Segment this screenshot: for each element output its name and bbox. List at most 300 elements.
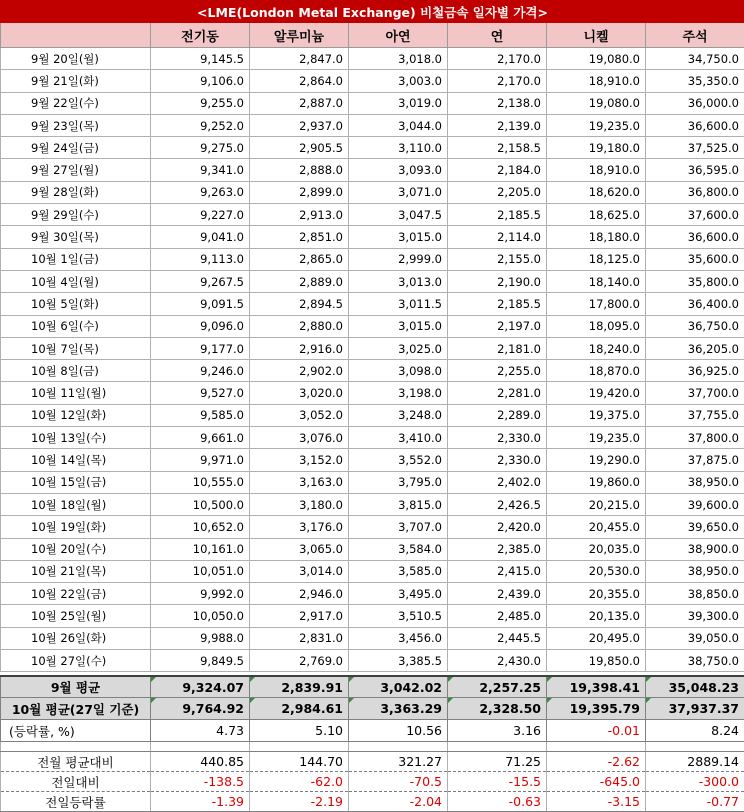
- price-cell: 2,330.0: [448, 427, 547, 449]
- price-cell: 36,800.0: [646, 181, 744, 203]
- price-cell: 2,426.5: [448, 493, 547, 515]
- price-cell: 2,445.5: [448, 627, 547, 649]
- table-row: [1, 270, 744, 292]
- price-cell: 2,415.0: [448, 560, 547, 582]
- price-cell: 2,888.0: [250, 159, 349, 181]
- table-row: [1, 92, 744, 114]
- column-header: 전기동: [151, 23, 250, 48]
- date-cell: 9월 27일(월): [1, 159, 151, 181]
- price-cell: 2,281.0: [448, 382, 547, 404]
- price-cell: 36,750.0: [646, 315, 744, 337]
- price-cell: 9,091.5: [151, 293, 250, 315]
- date-cell: 10월 13일(수): [1, 427, 151, 449]
- average-value: [349, 676, 448, 698]
- price-cell: 3,180.0: [250, 493, 349, 515]
- price-cell: 38,900.0: [646, 538, 744, 560]
- price-cell: 36,000.0: [646, 92, 744, 114]
- date-cell: 9월 23일(목): [1, 114, 151, 136]
- average-value-text: 35,048.23: [669, 680, 739, 695]
- change-rate-value: 8.24: [646, 720, 744, 742]
- price-cell: 38,950.0: [646, 471, 744, 493]
- price-cell: 3,385.5: [349, 650, 448, 672]
- price-cell: 3,815.0: [349, 493, 448, 515]
- header-corner: [1, 23, 151, 48]
- average-value: [250, 676, 349, 698]
- price-cell: 9,992.0: [151, 583, 250, 605]
- comparison-value: -0.63: [448, 792, 547, 812]
- date-cell: 9월 20일(월): [1, 48, 151, 70]
- price-cell: 2,880.0: [250, 315, 349, 337]
- date-cell: 9월 28일(화): [1, 181, 151, 203]
- price-cell: 2,887.0: [250, 92, 349, 114]
- date-cell: 9월 22일(수): [1, 92, 151, 114]
- average-label: 10월 평균(27일 기준): [1, 698, 151, 720]
- price-cell: 37,700.0: [646, 382, 744, 404]
- comparison-value: -645.0: [547, 772, 646, 792]
- price-cell: 3,014.0: [250, 560, 349, 582]
- price-cell: 2,847.0: [250, 48, 349, 70]
- price-cell: 19,180.0: [547, 137, 646, 159]
- price-cell: 18,910.0: [547, 159, 646, 181]
- price-cell: 3,163.0: [250, 471, 349, 493]
- price-cell: 2,185.5: [448, 204, 547, 226]
- average-label: 9월 평균: [1, 676, 151, 698]
- comparison-value: 71.25: [448, 752, 547, 772]
- column-header: 주석: [646, 23, 744, 48]
- comment-marker-icon: [448, 677, 453, 682]
- comment-marker-icon: [547, 698, 552, 703]
- average-value: [151, 698, 250, 720]
- price-cell: 18,870.0: [547, 360, 646, 382]
- average-row: [1, 676, 744, 698]
- price-cell: 18,625.0: [547, 204, 646, 226]
- price-cell: 2,385.0: [448, 538, 547, 560]
- table-row: [1, 382, 744, 404]
- price-cell: 2,158.5: [448, 137, 547, 159]
- price-cell: 2,114.0: [448, 226, 547, 248]
- price-cell: 2,184.0: [448, 159, 547, 181]
- date-cell: 10월 1일(금): [1, 248, 151, 270]
- price-cell: 2,289.0: [448, 404, 547, 426]
- price-cell: 20,215.0: [547, 493, 646, 515]
- comparison-value: -15.5: [448, 772, 547, 792]
- price-cell: 37,755.0: [646, 404, 744, 426]
- price-cell: 37,875.0: [646, 449, 744, 471]
- price-cell: 2,769.0: [250, 650, 349, 672]
- price-cell: 34,750.0: [646, 48, 744, 70]
- date-cell: 10월 19일(화): [1, 516, 151, 538]
- price-cell: 2,917.0: [250, 605, 349, 627]
- price-cell: 35,600.0: [646, 248, 744, 270]
- table-row: [1, 605, 744, 627]
- price-cell: 20,135.0: [547, 605, 646, 627]
- price-cell: 9,275.0: [151, 137, 250, 159]
- comparison-value: 2889.14: [646, 752, 744, 772]
- average-value: [646, 676, 744, 698]
- comment-marker-icon: [349, 677, 354, 682]
- price-cell: 2,851.0: [250, 226, 349, 248]
- average-value-text: 9,324.07: [182, 680, 244, 695]
- price-cell: 2,899.0: [250, 181, 349, 203]
- table-row: [1, 181, 744, 203]
- comparison-value: 144.70: [250, 752, 349, 772]
- price-cell: 9,227.0: [151, 204, 250, 226]
- column-header: 연: [448, 23, 547, 48]
- column-header: 니켈: [547, 23, 646, 48]
- price-cell: 9,661.0: [151, 427, 250, 449]
- price-cell: 19,235.0: [547, 114, 646, 136]
- price-cell: 2,170.0: [448, 48, 547, 70]
- table-row: [1, 70, 744, 92]
- price-cell: 10,500.0: [151, 493, 250, 515]
- price-cell: 2,402.0: [448, 471, 547, 493]
- comparison-value: -2.62: [547, 752, 646, 772]
- price-cell: 3,093.0: [349, 159, 448, 181]
- price-cell: 17,800.0: [547, 293, 646, 315]
- date-cell: 10월 15일(금): [1, 471, 151, 493]
- price-cell: 3,098.0: [349, 360, 448, 382]
- price-cell: 2,905.5: [250, 137, 349, 159]
- price-cell: 3,052.0: [250, 404, 349, 426]
- price-cell: 18,125.0: [547, 248, 646, 270]
- comment-marker-icon: [349, 698, 354, 703]
- price-cell: 3,003.0: [349, 70, 448, 92]
- price-cell: 3,071.0: [349, 181, 448, 203]
- price-cell: 2,170.0: [448, 70, 547, 92]
- price-cell: 2,197.0: [448, 315, 547, 337]
- price-cell: 2,831.0: [250, 627, 349, 649]
- price-cell: 20,495.0: [547, 627, 646, 649]
- price-cell: 9,145.5: [151, 48, 250, 70]
- comparison-row: [1, 752, 744, 772]
- table-row: [1, 583, 744, 605]
- column-header: 알루미늄: [250, 23, 349, 48]
- price-cell: 3,176.0: [250, 516, 349, 538]
- price-cell: 3,410.0: [349, 427, 448, 449]
- spacer-cell: [349, 742, 448, 752]
- price-cell: 18,620.0: [547, 181, 646, 203]
- price-cell: 2,430.0: [448, 650, 547, 672]
- change-rate-value: 10.56: [349, 720, 448, 742]
- table-row: [1, 159, 744, 181]
- average-value-text: 3,042.02: [380, 680, 442, 695]
- comparison-value: -138.5: [151, 772, 250, 792]
- average-value: [349, 698, 448, 720]
- price-cell: 3,013.0: [349, 270, 448, 292]
- price-cell: 10,555.0: [151, 471, 250, 493]
- price-cell: 2,139.0: [448, 114, 547, 136]
- table-row: [1, 226, 744, 248]
- table-row: [1, 516, 744, 538]
- price-cell: 9,113.0: [151, 248, 250, 270]
- date-cell: 10월 8일(금): [1, 360, 151, 382]
- price-cell: 10,051.0: [151, 560, 250, 582]
- price-cell: 36,600.0: [646, 114, 744, 136]
- comparison-value: -2.19: [250, 792, 349, 812]
- table-title: <LME(London Metal Exchange) 비철금속 일자별 가격>: [1, 1, 744, 23]
- price-cell: 3,020.0: [250, 382, 349, 404]
- price-cell: 39,300.0: [646, 605, 744, 627]
- spacer-cell: [151, 742, 250, 752]
- price-cell: 20,455.0: [547, 516, 646, 538]
- change-rate-value: 5.10: [250, 720, 349, 742]
- price-cell: 2,185.5: [448, 293, 547, 315]
- price-cell: 3,025.0: [349, 337, 448, 359]
- price-cell: 36,595.0: [646, 159, 744, 181]
- price-cell: 9,096.0: [151, 315, 250, 337]
- comparison-value: -3.15: [547, 792, 646, 812]
- price-cell: 2,916.0: [250, 337, 349, 359]
- comparison-row: [1, 792, 744, 812]
- price-cell: 9,177.0: [151, 337, 250, 359]
- table-row: [1, 493, 744, 515]
- price-cell: 2,255.0: [448, 360, 547, 382]
- price-cell: 35,800.0: [646, 270, 744, 292]
- spacer-cell: [250, 742, 349, 752]
- price-cell: 3,047.5: [349, 204, 448, 226]
- average-value: [250, 698, 349, 720]
- average-value-text: 19,395.79: [570, 701, 640, 716]
- price-cell: 36,400.0: [646, 293, 744, 315]
- table-row: [1, 427, 744, 449]
- comment-marker-icon: [151, 698, 156, 703]
- comment-marker-icon: [250, 677, 255, 682]
- spacer-cell: [448, 742, 547, 752]
- price-cell: 3,795.0: [349, 471, 448, 493]
- price-cell: 2,864.0: [250, 70, 349, 92]
- price-cell: 3,044.0: [349, 114, 448, 136]
- price-cell: 2,190.0: [448, 270, 547, 292]
- header-row: [1, 23, 744, 48]
- date-cell: 9월 30일(목): [1, 226, 151, 248]
- price-cell: 3,065.0: [250, 538, 349, 560]
- price-cell: 2,865.0: [250, 248, 349, 270]
- price-cell: 2,946.0: [250, 583, 349, 605]
- price-cell: 2,138.0: [448, 92, 547, 114]
- table-row: [1, 404, 744, 426]
- price-cell: 36,925.0: [646, 360, 744, 382]
- price-cell: 19,375.0: [547, 404, 646, 426]
- price-cell: 9,255.0: [151, 92, 250, 114]
- table-row: [1, 471, 744, 493]
- date-cell: 10월 5일(화): [1, 293, 151, 315]
- spacer-cell: [646, 742, 744, 752]
- date-cell: 10월 12일(화): [1, 404, 151, 426]
- table-row: [1, 360, 744, 382]
- date-cell: 10월 20일(수): [1, 538, 151, 560]
- average-value-text: 2,984.61: [281, 701, 343, 716]
- price-cell: 19,235.0: [547, 427, 646, 449]
- date-cell: 10월 11일(월): [1, 382, 151, 404]
- table-row: [1, 48, 744, 70]
- price-cell: 3,018.0: [349, 48, 448, 70]
- spacer-row: [1, 742, 744, 752]
- price-cell: 10,652.0: [151, 516, 250, 538]
- average-value-text: 19,398.41: [570, 680, 640, 695]
- price-cell: 3,198.0: [349, 382, 448, 404]
- table-row: [1, 337, 744, 359]
- price-cell: 20,355.0: [547, 583, 646, 605]
- average-value: [547, 676, 646, 698]
- table-row: [1, 114, 744, 136]
- table-row: [1, 204, 744, 226]
- date-cell: 9월 21일(화): [1, 70, 151, 92]
- price-cell: 19,860.0: [547, 471, 646, 493]
- date-cell: 10월 22일(금): [1, 583, 151, 605]
- comment-marker-icon: [250, 698, 255, 703]
- date-cell: 10월 18일(월): [1, 493, 151, 515]
- spacer-cell: [1, 742, 151, 752]
- average-value-text: 2,839.91: [281, 680, 343, 695]
- table-row: [1, 627, 744, 649]
- price-cell: 9,106.0: [151, 70, 250, 92]
- price-cell: 3,110.0: [349, 137, 448, 159]
- price-cell: 36,205.0: [646, 337, 744, 359]
- comment-marker-icon: [151, 677, 156, 682]
- table-row: [1, 538, 744, 560]
- price-cell: 20,035.0: [547, 538, 646, 560]
- price-cell: 9,263.0: [151, 181, 250, 203]
- price-cell: 3,076.0: [250, 427, 349, 449]
- comparison-label: 전일등락률: [1, 792, 151, 812]
- spacer-cell: [547, 742, 646, 752]
- price-cell: 9,971.0: [151, 449, 250, 471]
- price-cell: 2,330.0: [448, 449, 547, 471]
- change-rate-label: (등락률, %): [1, 720, 151, 742]
- price-cell: 9,849.5: [151, 650, 250, 672]
- price-cell: 3,552.0: [349, 449, 448, 471]
- price-cell: 39,050.0: [646, 627, 744, 649]
- price-cell: 2,181.0: [448, 337, 547, 359]
- comparison-value: 440.85: [151, 752, 250, 772]
- price-cell: 19,290.0: [547, 449, 646, 471]
- comparison-label: 전월 평균대비: [1, 752, 151, 772]
- comparison-value: -300.0: [646, 772, 744, 792]
- price-cell: 3,152.0: [250, 449, 349, 471]
- price-cell: 3,456.0: [349, 627, 448, 649]
- average-value-text: 3,363.29: [380, 701, 442, 716]
- price-cell: 18,095.0: [547, 315, 646, 337]
- column-header: 아연: [349, 23, 448, 48]
- table-row: [1, 560, 744, 582]
- price-cell: 2,420.0: [448, 516, 547, 538]
- date-cell: 10월 26일(화): [1, 627, 151, 649]
- price-cell: 9,041.0: [151, 226, 250, 248]
- average-value-text: 2,257.25: [479, 680, 541, 695]
- date-cell: 10월 14일(목): [1, 449, 151, 471]
- table-row: [1, 650, 744, 672]
- comment-marker-icon: [448, 698, 453, 703]
- price-cell: 3,248.0: [349, 404, 448, 426]
- price-cell: 3,584.0: [349, 538, 448, 560]
- table-row: [1, 315, 744, 337]
- comparison-value: -2.04: [349, 792, 448, 812]
- table-row: [1, 449, 744, 471]
- price-cell: 38,750.0: [646, 650, 744, 672]
- change-rate-value: -0.01: [547, 720, 646, 742]
- price-cell: 2,155.0: [448, 248, 547, 270]
- average-row: [1, 698, 744, 720]
- price-cell: 18,240.0: [547, 337, 646, 359]
- average-value: [646, 698, 744, 720]
- price-cell: 2,205.0: [448, 181, 547, 203]
- comparison-value: -62.0: [250, 772, 349, 792]
- comparison-label: 전일대비: [1, 772, 151, 792]
- date-cell: 10월 7일(목): [1, 337, 151, 359]
- price-cell: 3,015.0: [349, 315, 448, 337]
- price-cell: 3,015.0: [349, 226, 448, 248]
- price-cell: 2,902.0: [250, 360, 349, 382]
- date-cell: 10월 27일(수): [1, 650, 151, 672]
- average-value-text: 9,764.92: [182, 701, 244, 716]
- table-row: [1, 293, 744, 315]
- price-cell: 39,650.0: [646, 516, 744, 538]
- price-cell: 9,585.0: [151, 404, 250, 426]
- price-cell: 37,525.0: [646, 137, 744, 159]
- price-cell: 9,527.0: [151, 382, 250, 404]
- price-cell: 9,988.0: [151, 627, 250, 649]
- comment-marker-icon: [646, 698, 651, 703]
- price-cell: 38,950.0: [646, 560, 744, 582]
- price-cell: 3,707.0: [349, 516, 448, 538]
- date-cell: 9월 24일(금): [1, 137, 151, 159]
- price-cell: 18,910.0: [547, 70, 646, 92]
- comparison-value: 321.27: [349, 752, 448, 772]
- table-row: [1, 248, 744, 270]
- price-cell: 3,510.5: [349, 605, 448, 627]
- price-cell: 2,913.0: [250, 204, 349, 226]
- price-cell: 9,341.0: [151, 159, 250, 181]
- price-cell: 10,050.0: [151, 605, 250, 627]
- comparison-row: [1, 772, 744, 792]
- average-value: [448, 676, 547, 698]
- price-cell: 19,420.0: [547, 382, 646, 404]
- price-cell: 35,350.0: [646, 70, 744, 92]
- price-cell: 36,600.0: [646, 226, 744, 248]
- price-cell: 20,530.0: [547, 560, 646, 582]
- comparison-value: -70.5: [349, 772, 448, 792]
- title-row: [1, 1, 744, 23]
- price-cell: 19,850.0: [547, 650, 646, 672]
- date-cell: 10월 6일(수): [1, 315, 151, 337]
- average-value: [448, 698, 547, 720]
- price-cell: 19,080.0: [547, 48, 646, 70]
- price-cell: 9,267.5: [151, 270, 250, 292]
- average-value: [547, 698, 646, 720]
- date-cell: 10월 25일(월): [1, 605, 151, 627]
- price-cell: 19,080.0: [547, 92, 646, 114]
- price-cell: 3,585.0: [349, 560, 448, 582]
- change-rate-value: 4.73: [151, 720, 250, 742]
- price-cell: 18,140.0: [547, 270, 646, 292]
- price-cell: 2,937.0: [250, 114, 349, 136]
- comment-marker-icon: [547, 677, 552, 682]
- date-cell: 10월 4일(월): [1, 270, 151, 292]
- price-cell: 18,180.0: [547, 226, 646, 248]
- table-row: [1, 137, 744, 159]
- date-cell: 9월 29일(수): [1, 204, 151, 226]
- date-cell: 10월 21일(목): [1, 560, 151, 582]
- average-value-text: 2,328.50: [479, 701, 541, 716]
- price-cell: 10,161.0: [151, 538, 250, 560]
- comment-marker-icon: [646, 677, 651, 682]
- price-cell: 39,600.0: [646, 493, 744, 515]
- price-cell: 9,252.0: [151, 114, 250, 136]
- price-cell: 2,894.5: [250, 293, 349, 315]
- price-cell: 2,999.0: [349, 248, 448, 270]
- average-value: [151, 676, 250, 698]
- price-cell: 37,600.0: [646, 204, 744, 226]
